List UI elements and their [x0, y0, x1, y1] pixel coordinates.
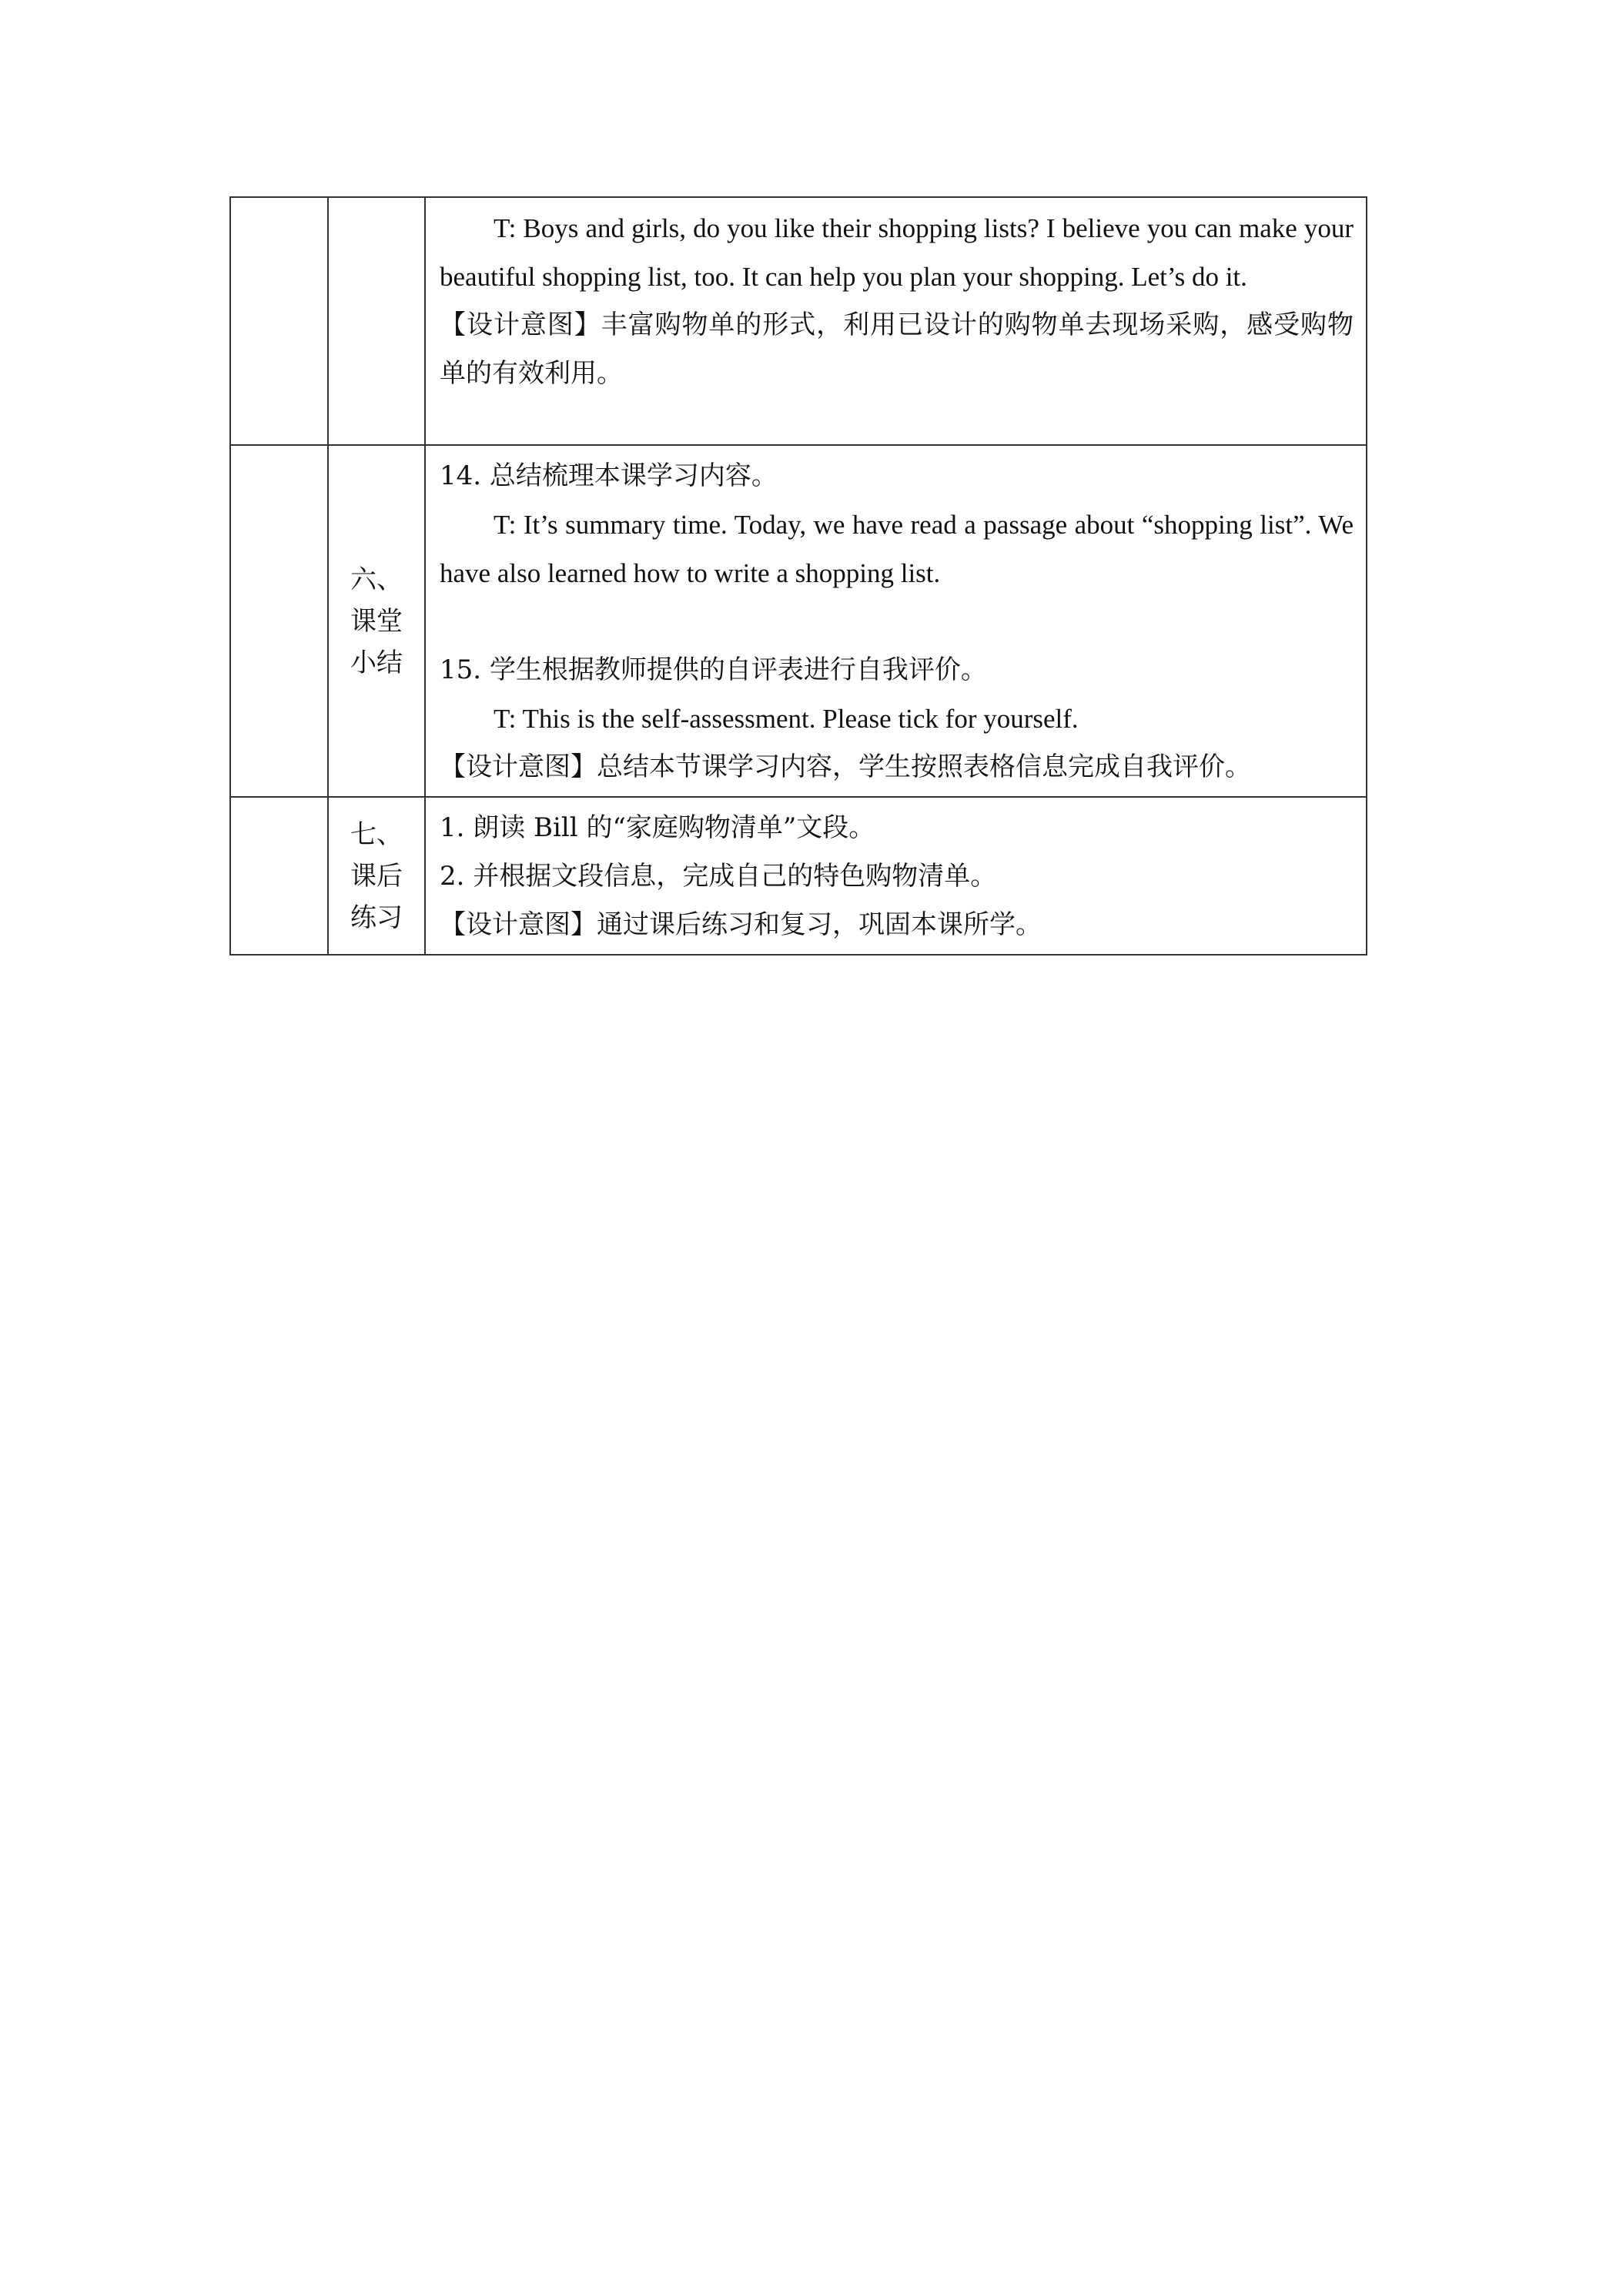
teacher-dialogue: T: This is the self-assessment. Please tick for yourself. [494, 704, 1079, 734]
stage-title-line: 课堂 [350, 605, 403, 637]
teacher-dialogue: T: Boys and girls, do you like their shopping lists? I believe you can make your beautiful shopping list, too. It can help you plan your shopping. Let’s do it. [440, 213, 1354, 292]
design-intent: 【设计意图】总结本节课学习内容，学生按照表格信息完成自我评价。 [440, 751, 1251, 782]
blank-line [440, 597, 1354, 646]
table-row [230, 197, 1367, 445]
stage-title-line: 练习 [350, 902, 403, 933]
homework-item-1: 1. 朗读 Bill 的“家庭购物清单”文段。 [440, 812, 875, 843]
stage-cell [328, 797, 425, 955]
table-row [230, 445, 1367, 797]
blank-cell [230, 197, 328, 445]
blank-cell [230, 445, 328, 797]
stage-title-line: 小结 [350, 647, 403, 678]
lesson-plan-table [229, 196, 1367, 956]
stage-number: 七、 [350, 818, 403, 850]
stage-title-line: 课后 [350, 860, 403, 892]
step-14: 14. 总结梳理本课学习内容。 [440, 460, 778, 491]
teacher-dialogue: T: It’s summary time. Today, we have read a passage about “shopping list”. We have also learned how to write a shopping list. [440, 510, 1354, 588]
content-cell [425, 445, 1367, 797]
table-row [230, 797, 1367, 955]
step-15: 15. 学生根据教师提供的自评表进行自我评价。 [440, 654, 987, 685]
design-intent: 【设计意图】丰富购物单的形式，利用已设计的购物单去现场采购，感受购物单的有效利用。 [440, 310, 1354, 389]
blank-cell [230, 797, 328, 955]
content-cell [425, 197, 1367, 445]
homework-item-2: 2. 并根据文段信息，完成自己的特色购物清单。 [440, 861, 997, 892]
stage-cell [328, 197, 425, 445]
content-cell [425, 797, 1367, 955]
design-intent: 【设计意图】通过课后练习和复习，巩固本课所学。 [440, 909, 1042, 940]
stage-number: 六、 [350, 564, 403, 595]
stage-cell [328, 445, 425, 797]
